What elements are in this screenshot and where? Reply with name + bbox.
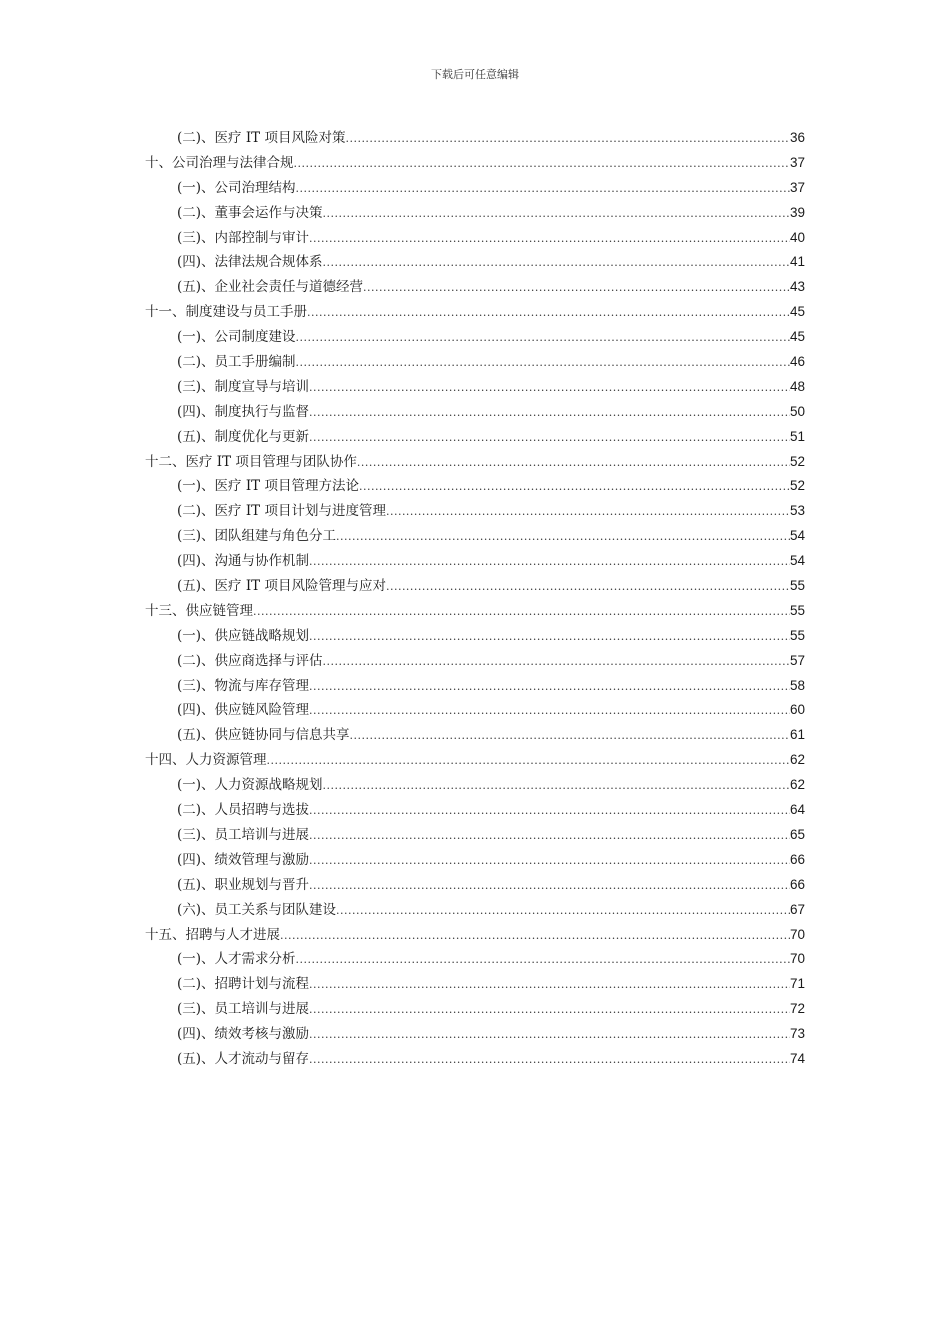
toc-entry-page-number: 58 — [789, 677, 805, 693]
toc-dot-leader — [359, 474, 790, 500]
toc-section-entry[interactable] — [145, 947, 805, 972]
toc-entry-title: (三)、制度宣导与培训 — [177, 378, 310, 395]
toc-entry-page-number: 54 — [789, 553, 805, 569]
toc-chapter-entry[interactable] — [145, 151, 805, 176]
toc-dot-leader — [350, 723, 790, 749]
toc-section-entry[interactable] — [145, 176, 805, 201]
toc-dot-leader — [309, 226, 790, 252]
toc-dot-leader — [309, 375, 790, 401]
toc-section-entry[interactable] — [145, 250, 805, 275]
toc-section-entry[interactable] — [145, 898, 805, 923]
toc-section-entry[interactable] — [145, 1047, 805, 1072]
toc-entry-page-number: 73 — [789, 1026, 805, 1042]
toc-dot-leader — [296, 350, 790, 376]
toc-entry-page-number: 39 — [789, 204, 805, 220]
toc-dot-leader — [323, 773, 790, 799]
toc-entry-page-number: 65 — [789, 826, 805, 842]
toc-entry-page-number: 37 — [789, 154, 805, 170]
toc-entry-title: (五)、制度优化与更新 — [177, 428, 310, 445]
toc-entry-title: (三)、员工培训与进展 — [177, 826, 310, 843]
toc-entry-page-number: 60 — [789, 702, 805, 718]
toc-entry-title: 十二、医疗 IT 项目管理与团队协作 — [145, 453, 357, 470]
toc-entry-title: (一)、供应链战略规划 — [177, 627, 310, 644]
toc-chapter-entry[interactable] — [145, 748, 805, 773]
toc-dot-leader — [309, 425, 790, 451]
toc-entry-page-number: 53 — [789, 503, 805, 519]
toc-dot-leader — [267, 748, 790, 774]
toc-section-entry[interactable] — [145, 350, 805, 375]
toc-entry-title: 十、公司治理与法律合规 — [145, 154, 294, 171]
toc-dot-leader — [309, 823, 790, 849]
toc-entry-page-number: 37 — [789, 179, 805, 195]
toc-section-entry[interactable] — [145, 674, 805, 699]
toc-dot-leader — [309, 674, 790, 700]
toc-section-entry[interactable] — [145, 848, 805, 873]
toc-section-entry[interactable] — [145, 375, 805, 400]
toc-dot-leader — [323, 250, 790, 276]
toc-entry-title: (二)、供应商选择与评估 — [177, 652, 323, 669]
toc-entry-title: (三)、团队组建与角色分工 — [177, 528, 337, 545]
toc-dot-leader — [363, 275, 790, 301]
toc-dot-leader — [309, 549, 790, 575]
toc-entry-title: (一)、人力资源战略规划 — [177, 777, 323, 794]
toc-section-entry[interactable] — [145, 325, 805, 350]
toc-section-entry[interactable] — [145, 773, 805, 798]
toc-entry-title: (五)、医疗 IT 项目风险管理与应对 — [177, 578, 386, 595]
table-of-contents — [145, 126, 805, 1072]
toc-dot-leader — [309, 400, 790, 426]
toc-entry-title: (四)、制度执行与监督 — [177, 403, 310, 420]
page-header-note: 下载后可任意编辑 — [431, 68, 519, 81]
toc-entry-title: (三)、物流与库存管理 — [177, 677, 310, 694]
toc-section-entry[interactable] — [145, 624, 805, 649]
toc-entry-page-number: 70 — [789, 926, 805, 942]
toc-dot-leader — [309, 698, 790, 724]
toc-dot-leader — [307, 300, 790, 326]
toc-entry-title: (二)、董事会运作与决策 — [177, 204, 323, 221]
toc-section-entry[interactable] — [145, 549, 805, 574]
toc-entry-title: (二)、医疗 IT 项目风险对策 — [177, 130, 346, 146]
toc-entry-page-number: 74 — [789, 1050, 805, 1066]
toc-entry-page-number: 36 — [789, 130, 805, 145]
toc-dot-leader — [309, 1022, 790, 1048]
toc-section-entry[interactable] — [145, 798, 805, 823]
toc-entry-page-number: 71 — [789, 976, 805, 992]
toc-section-entry[interactable] — [145, 400, 805, 425]
toc-dot-leader — [309, 972, 790, 998]
toc-entry-page-number: 55 — [789, 602, 805, 618]
toc-section-entry[interactable] — [145, 873, 805, 898]
toc-dot-leader — [309, 1047, 790, 1073]
toc-entry-page-number: 46 — [789, 354, 805, 370]
toc-section-entry[interactable] — [145, 723, 805, 748]
toc-dot-leader — [280, 923, 790, 949]
toc-entry-title: (二)、医疗 IT 项目计划与进度管理 — [177, 503, 386, 520]
toc-chapter-entry[interactable] — [145, 300, 805, 325]
toc-entry-page-number: 51 — [789, 428, 805, 444]
toc-entry-title: (五)、职业规划与晋升 — [177, 876, 310, 893]
toc-section-entry[interactable] — [145, 201, 805, 226]
toc-entry-page-number: 40 — [789, 229, 805, 245]
toc-dot-leader — [296, 325, 790, 351]
toc-dot-leader — [309, 798, 790, 824]
toc-entry-page-number: 55 — [789, 627, 805, 643]
toc-section-entry[interactable] — [145, 524, 805, 549]
toc-entry-title: (六)、员工关系与团队建设 — [177, 901, 337, 918]
toc-section-entry[interactable] — [145, 972, 805, 997]
toc-entry-title: (一)、公司治理结构 — [177, 179, 296, 196]
toc-entry-title: (二)、招聘计划与流程 — [177, 976, 310, 993]
toc-entry-page-number: 61 — [789, 727, 805, 743]
toc-dot-leader — [323, 649, 790, 675]
toc-entry-page-number: 66 — [789, 876, 805, 892]
toc-section-entry[interactable] — [145, 823, 805, 848]
toc-dot-leader — [296, 947, 790, 973]
toc-entry-page-number: 72 — [789, 1001, 805, 1017]
toc-dot-leader — [345, 126, 790, 152]
toc-entry-page-number: 54 — [789, 528, 805, 544]
toc-dot-leader — [336, 524, 790, 550]
toc-dot-leader — [309, 848, 790, 874]
toc-dot-leader — [296, 176, 790, 202]
toc-section-entry[interactable] — [145, 574, 805, 599]
toc-dot-leader — [309, 873, 790, 899]
toc-section-entry[interactable] — [145, 1022, 805, 1047]
toc-entry-page-number: 50 — [789, 403, 805, 419]
toc-entry-page-number: 66 — [789, 851, 805, 867]
toc-entry-page-number: 52 — [789, 478, 805, 494]
toc-entry-page-number: 64 — [789, 802, 805, 818]
toc-chapter-entry[interactable] — [145, 923, 805, 948]
toc-section-entry[interactable] — [145, 275, 805, 300]
toc-entry-title: (一)、公司制度建设 — [177, 329, 296, 346]
toc-entry-page-number: 41 — [789, 254, 805, 270]
toc-entry-title: (四)、法律法规合规体系 — [177, 254, 323, 271]
toc-dot-leader — [386, 574, 790, 600]
toc-entry-page-number: 70 — [789, 951, 805, 967]
toc-entry-page-number: 45 — [789, 304, 805, 320]
toc-section-entry[interactable] — [145, 126, 805, 151]
toc-entry-title: (四)、供应链风险管理 — [177, 702, 310, 719]
toc-entry-title: (三)、员工培训与进展 — [177, 1001, 310, 1018]
toc-section-entry[interactable] — [145, 474, 805, 499]
toc-entry-page-number: 55 — [789, 578, 805, 594]
toc-section-entry[interactable] — [145, 425, 805, 450]
toc-entry-title: (四)、沟通与协作机制 — [177, 553, 310, 570]
toc-entry-title: (一)、医疗 IT 项目管理方法论 — [177, 478, 359, 495]
toc-entry-title: 十四、人力资源管理 — [145, 752, 267, 769]
toc-dot-leader — [386, 499, 790, 525]
toc-entry-page-number: 62 — [789, 777, 805, 793]
toc-entry-title: (一)、人才需求分析 — [177, 951, 296, 968]
toc-dot-leader — [309, 997, 790, 1023]
toc-entry-title: (五)、企业社会责任与道德经营 — [177, 279, 364, 296]
toc-dot-leader — [357, 450, 790, 476]
toc-chapter-entry[interactable] — [145, 450, 805, 475]
toc-dot-leader — [336, 898, 790, 924]
toc-entry-page-number: 62 — [789, 752, 805, 768]
toc-section-entry[interactable] — [145, 649, 805, 674]
toc-dot-leader — [309, 624, 790, 650]
toc-entry-title: (四)、绩效管理与激励 — [177, 851, 310, 868]
toc-section-entry[interactable] — [145, 997, 805, 1022]
toc-entry-page-number: 48 — [789, 378, 805, 394]
toc-entry-page-number: 67 — [789, 901, 805, 917]
toc-entry-title: 十三、供应链管理 — [145, 602, 253, 619]
toc-section-entry[interactable] — [145, 499, 805, 524]
toc-entry-page-number: 52 — [789, 453, 805, 469]
toc-entry-title: (二)、人员招聘与选拔 — [177, 802, 310, 819]
toc-entry-page-number: 45 — [789, 329, 805, 345]
toc-entry-title: (五)、人才流动与留存 — [177, 1050, 310, 1067]
toc-dot-leader — [253, 599, 790, 625]
toc-dot-leader — [294, 151, 790, 177]
toc-entry-title: (二)、员工手册编制 — [177, 354, 296, 371]
toc-entry-page-number: 57 — [789, 652, 805, 668]
toc-entry-title: 十五、招聘与人才进展 — [145, 926, 280, 943]
toc-entry-title: (四)、绩效考核与激励 — [177, 1026, 310, 1043]
toc-entry-title: (三)、内部控制与审计 — [177, 229, 310, 246]
toc-entry-page-number: 43 — [789, 279, 805, 295]
toc-entry-title: 十一、制度建设与员工手册 — [145, 304, 307, 321]
toc-chapter-entry[interactable] — [145, 599, 805, 624]
toc-section-entry[interactable] — [145, 226, 805, 251]
toc-section-entry[interactable] — [145, 698, 805, 723]
toc-dot-leader — [323, 201, 790, 227]
toc-entry-title: (五)、供应链协同与信息共享 — [177, 727, 350, 744]
